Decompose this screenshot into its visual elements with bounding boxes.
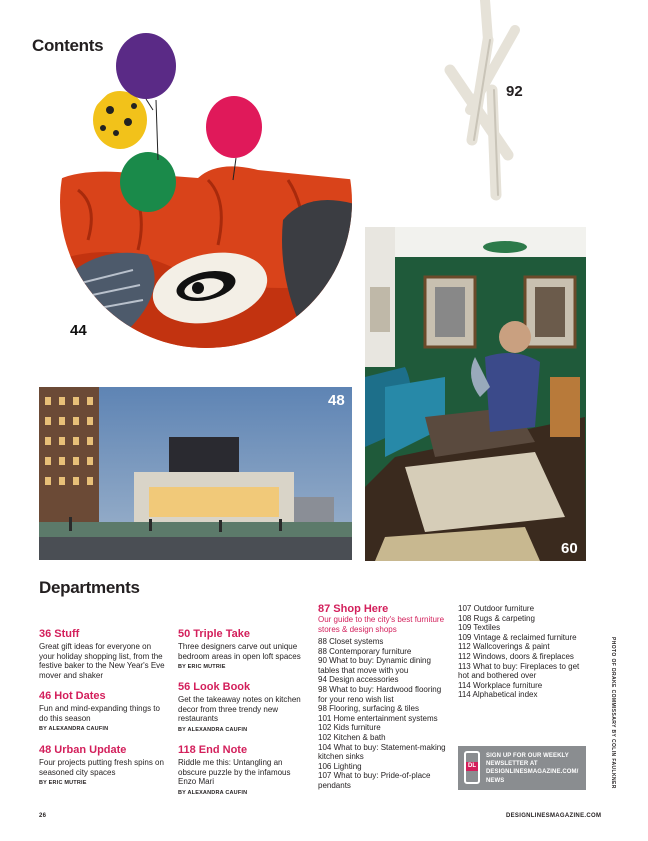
entry-byline: BY ALEXANDRA CAUFIN (39, 726, 109, 732)
department-entry-end-note (178, 744, 306, 798)
list-item: 88 Contemporary furniture (318, 646, 412, 656)
list-item: 94 Design accessories (318, 675, 399, 685)
department-entry-triple-take (178, 628, 306, 673)
entry-text: Riddle me this: Untangling an obscure puzzle by the infamous Enzo Mari (178, 758, 291, 786)
building-photo (39, 387, 352, 560)
entry-heading: 46 Hot Dates (39, 690, 106, 702)
list-item: 108 Rugs & carpeting (458, 613, 535, 623)
list-item: 109 Textiles (458, 623, 501, 633)
list-item: 104 What to buy: Statement-making kitchen sinks (318, 742, 446, 762)
page-number: 26 (39, 813, 47, 819)
phone-icon (464, 751, 480, 784)
restaurant-photo (365, 227, 586, 561)
entry-text: Three designers carve out unique bedroom areas in open loft spaces (178, 642, 301, 661)
department-entry-urban-update (39, 744, 167, 789)
entry-heading: 36 Stuff (39, 628, 80, 640)
list-item: 98 What to buy: Hardwood flooring for your reno wish list (318, 684, 442, 704)
entry-text: Four projects putting fresh spins on seasoned city spaces (39, 758, 164, 777)
department-entry-hot-dates (39, 690, 167, 735)
page-label-92: 92 (506, 83, 523, 100)
entry-byline: BY ERIC MUTRIE (39, 780, 87, 786)
list-item: 114 Workplace furniture (458, 680, 543, 690)
list-item: 88 Closet systems (318, 637, 384, 646)
list-item: 90 What to buy: Dynamic dining tables that move with you (318, 656, 431, 675)
page-label-44: 44 (70, 322, 87, 339)
page-label-60: 60 (561, 540, 578, 557)
newsletter-text: SIGN UP FOR OUR WEEKLY NEWSLETTER AT DESIGNLINESMAGAZINE.COM/ NEWS (486, 753, 579, 784)
list-item: 107 Outdoor furniture (458, 604, 535, 613)
list-item: 112 Windows, doors & fireplaces (458, 651, 574, 661)
list-item: 102 Kitchen & bath (318, 732, 386, 742)
shop-heading: 87 Shop Here (318, 603, 389, 615)
entry-byline: BY ALEXANDRA CAUFIN (178, 726, 248, 733)
department-entry-look-book (178, 681, 306, 735)
shop-list-continued (458, 604, 588, 700)
dl-logo: DL (468, 763, 476, 769)
list-item: 107 What to buy: Pride-of-place pendants (318, 771, 431, 790)
entry-heading: 118 End Note (178, 744, 248, 756)
list-item: 112 Wallcoverings & paint (458, 642, 550, 652)
list-item: 102 Kids furniture (318, 723, 381, 733)
shop-list (318, 637, 448, 791)
site-url[interactable]: DESIGNLINESMAGAZINE.COM (506, 813, 602, 819)
entry-text: Get the takeaway notes on kitchen decor from three trendy new restaurants (178, 695, 301, 723)
page-label-48: 48 (328, 392, 345, 409)
shop-subtitle: Our guide to the city's best furniture stores & design shops (318, 615, 445, 634)
entry-heading: 48 Urban Update (39, 744, 127, 756)
entry-byline: BY ALEXANDRA CAUFIN (178, 789, 248, 796)
entry-heading: 50 Triple Take (178, 628, 250, 640)
list-item: 114 Alphabetical index (458, 690, 538, 700)
entry-heading: 56 Look Book (178, 681, 251, 693)
pendant-lamp-photo (430, 0, 540, 205)
entry-text: Fun and mind-expanding things to do this season (39, 704, 160, 723)
departments-heading: Departments (39, 578, 140, 597)
list-item: 106 Lighting (318, 761, 362, 771)
list-item: 113 What to buy: Fireplaces to get hot and bothered over (458, 661, 580, 681)
entry-text: Great gift ideas for everyone on your holiday shopping list, from the festive baker to the New Year's Eve mover and shaker (39, 642, 165, 680)
department-entry-stuff (39, 628, 167, 680)
list-item: 109 Vintage & reclaimed furniture (458, 632, 577, 642)
shop-here-section (318, 603, 448, 791)
list-item: 98 Flooring, surfacing & tiles (318, 704, 419, 714)
photo-credit: PHOTO OF DRAKE COMMISSARY BY COLIN FAULKNER (610, 637, 616, 789)
sofa-photo (58, 30, 358, 350)
newsletter-promo[interactable] (458, 746, 586, 790)
list-item: 101 Home entertainment systems (318, 713, 438, 723)
entry-byline: BY ERIC MUTRIE (178, 664, 226, 670)
page-title: Contents (32, 36, 104, 55)
